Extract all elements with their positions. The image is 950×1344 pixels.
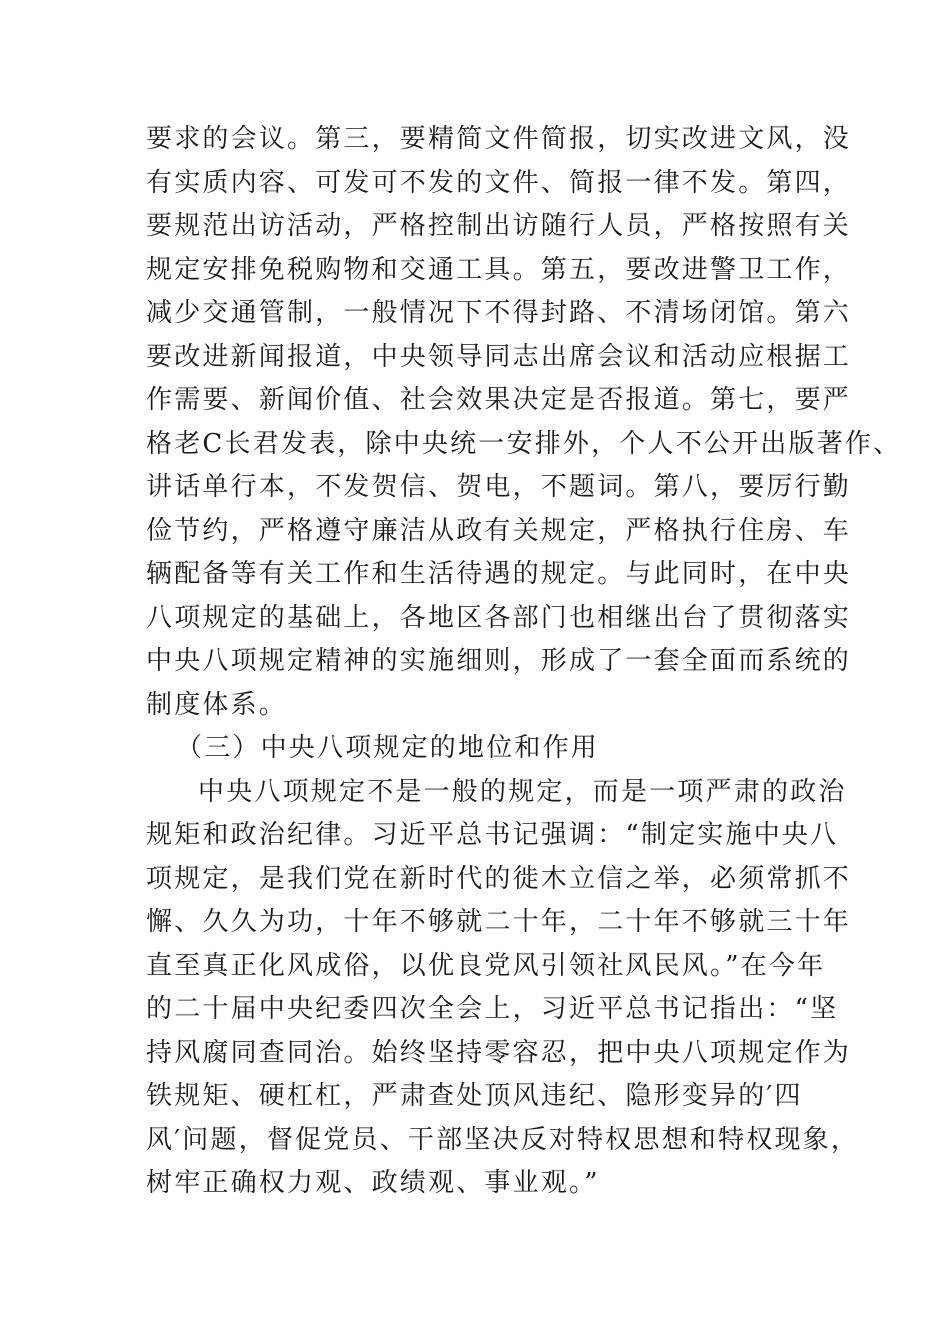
- paragraph-line: 风′问题，督促党员、干部坚决反对特权思想和特权现象，: [146, 1124, 860, 1155]
- paragraph-line: 要求的会议。第三，要精简文件简报，切实改进文风，没: [146, 124, 852, 154]
- paragraph-line: 辆配备等有关工作和生活待遇的规定。与此同时，在中央: [146, 559, 852, 589]
- section-heading: （三）中央八项规定的地位和作用: [176, 733, 600, 763]
- paragraph-line: 作需要、新闻价值、社会效果决定是否报道。第七，要严: [146, 385, 852, 415]
- paragraph-line: 规矩和政治纪律。习近平总书记强调：“制定实施中央八: [146, 820, 839, 850]
- paragraph-line: 要规范出访活动，严格控制出访随行人员，严格按照有关: [146, 211, 852, 241]
- paragraph-line: 持风腐同查同治。始终坚持零容忍，把中央八项规定作为: [146, 1037, 852, 1068]
- paragraph-line: 中央八项规定精神的实施细则，形成了一套全面而系统的: [146, 646, 852, 676]
- paragraph-line: 有实质内容、可发可不发的文件、简报一律不发。第四，: [146, 167, 852, 198]
- paragraph-line: 树牢正确权力观、政绩观、事业观。”: [146, 1168, 600, 1198]
- paragraph-line: 讲话单行本，不发贺信、贺电，不题词。第八，要厉行勤: [146, 472, 852, 502]
- paragraph-line: 懈、久久为功，十年不够就二十年，二十年不够就三十年: [146, 907, 852, 937]
- body-text: [146, 118, 902, 1206]
- paragraph-line: 规定安排免税购物和交通工具。第五，要改进警卫工作，: [146, 254, 852, 285]
- paragraph-line: 直至真正化风成俗，以优良党风引领社风民风。”在今年: [146, 950, 826, 981]
- paragraph-line: 格老C长君发表，除中央统一安排外，个人不公开出版著作、: [146, 428, 902, 459]
- paragraph-line: 减少交通管制，一般情况下不得封路、不清场闭馆。第六: [146, 298, 852, 328]
- paragraph-line: 俭节约，严格遵守廉洁从政有关规定，严格执行住房、车: [146, 515, 852, 546]
- paragraph-line: 铁规矩、硬杠杠，严肃查处顶风违纪、隐形变异的′四: [146, 1081, 803, 1111]
- paragraph-line: 制度体系。: [146, 689, 288, 720]
- paragraph-line: 八项规定的基础上，各地区各部门也相继出台了贯彻落实: [146, 602, 852, 633]
- paragraph-line: 要改进新闻报道，中央领导同志出席会议和活动应根据工: [146, 341, 852, 372]
- paragraph-line: 的二十届中央纪委四次全会上，习近平总书记指出：“坚: [146, 994, 839, 1024]
- paragraph-line: 项规定，是我们党在新时代的徙木立信之举，必须常抓不: [146, 863, 852, 894]
- paragraph-line: 中央八项规定不是一般的规定，而是一项严肃的政治: [198, 776, 847, 807]
